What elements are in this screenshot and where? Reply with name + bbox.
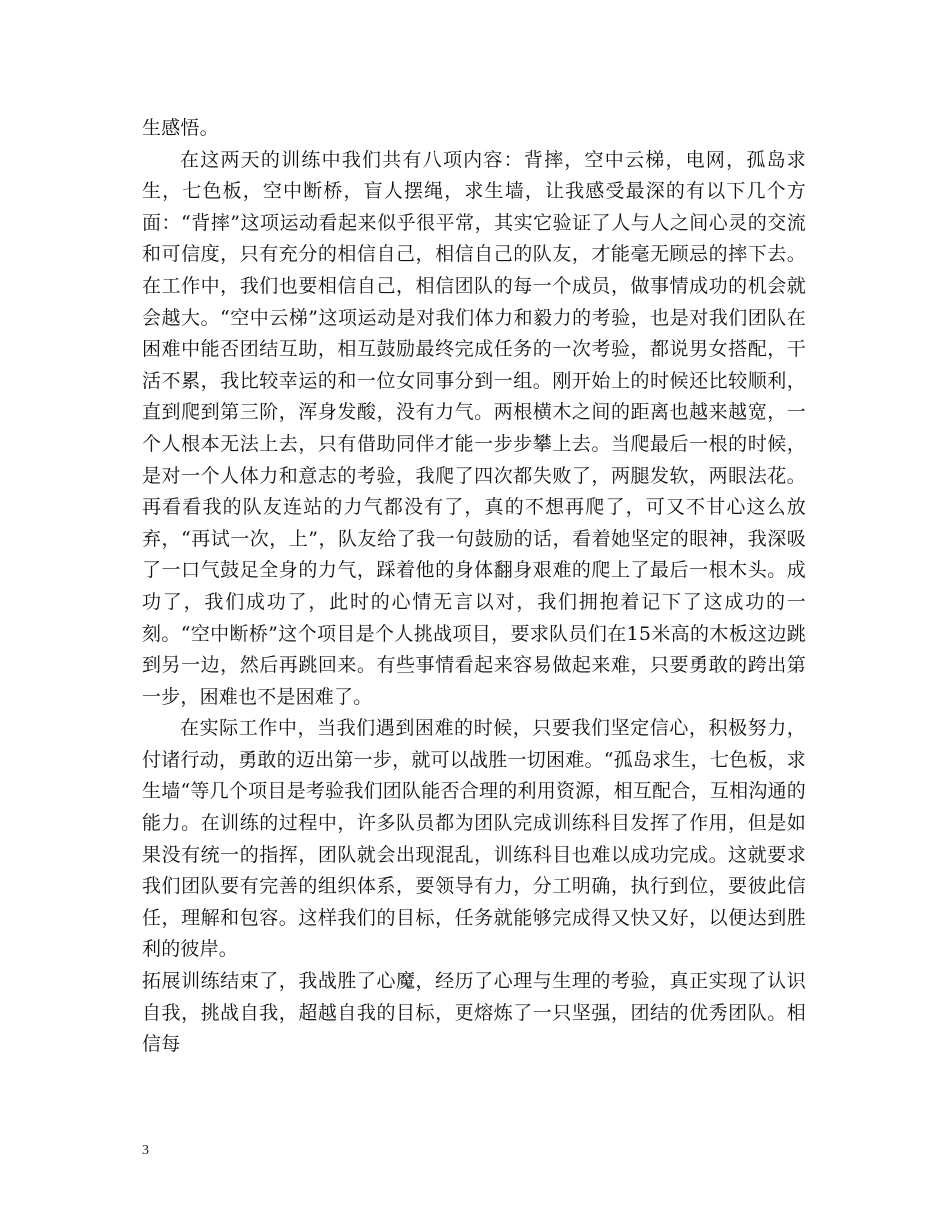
- paragraph-continuation: 生感悟。: [142, 117, 219, 139]
- document-body: [142, 113, 806, 1061]
- paragraph-work-reflection: 在实际工作中，当我们遇到困难的时候，只要我们坚定信心，积极努力，付诸行动，勇敢的迈出第一步，就可以战胜一切困难。“孤岛求生，七色板，求生墙“等几个项目是考验我们团队能否合理的利用资源，相互配合，互相沟通的能力。在训练的过程中，许多队员都为团队完成训练科目发挥了作用，但是如果没有统一的指挥，团队就会出现混乱，训练科目也难以成功完成。这就要求我们团队要有完善的组织体系，要领导有力，分工明确，执行到位，要彼此信任，理解和包容。这样我们的目标，任务就能够完成得又快又好，以便达到胜利的彼岸。: [142, 717, 806, 961]
- paragraph-conclusion: 拓展训练结束了，我战胜了心魔，经历了心理与生理的考验，真正实现了认识自我，挑战自我，超越自我的目标，更熔炼了一只坚强，团结的优秀团队。相信每: [142, 970, 806, 1056]
- page-number: 3: [142, 1143, 149, 1158]
- paragraph-training-items: 在这两天的训练中我们共有八项内容：背摔，空中云梯，电网，孤岛求生，七色板，空中断桥，盲人摆绳，求生墙，让我感受最深的有以下几个方面：“背摔”这项运动看起来似乎很平常，其实它验证了人与人之间心灵的交流和可信度，只有充分的相信自己，相信自己的队友，才能毫无顾忌的摔下去。在工作中，我们也要相信自己，相信团队的每一个成员，做事情成功的机会就会越大。“空中云梯”这项运动是对我们体力和毅力的考验，也是对我们团队在困难中能否团结互助，相互鼓励最终完成任务的一次考验，都说男女搭配，干活不累，我比较幸运的和一位女同事分到一组。刚开始上的时候还比较顺利，直到爬到第三阶，浑身发酸，没有力气。两根横木之间的距离也越来越宽，一个人根本无法上去，只有借助同伴才能一步步攀上去。当爬最后一根的时候，是对一个人体力和意志的考验，我爬了四次都失败了，两腿发软，两眼法花。再看看我的队友连站的力气都没有了，真的不想再爬了，可又不甘心这么放弃，“再试一次，上”，队友给了我一句鼓励的话，看着她坚定的眼神，我深吸了一口气鼓足全身的力气，踩着他的身体翻身艰难的爬上了最后一根木头。成功了，我们成功了，此时的心情无言以对，我们拥抱着记下了这成功的一刻。“空中断桥”这个项目是个人挑战项目，要求队员们在15米高的木板这边跳到另一边，然后再跳回来。有些事情看起来容易做起来难，只要勇敢的跨出第一步，困难也不是困难了。: [142, 148, 806, 708]
